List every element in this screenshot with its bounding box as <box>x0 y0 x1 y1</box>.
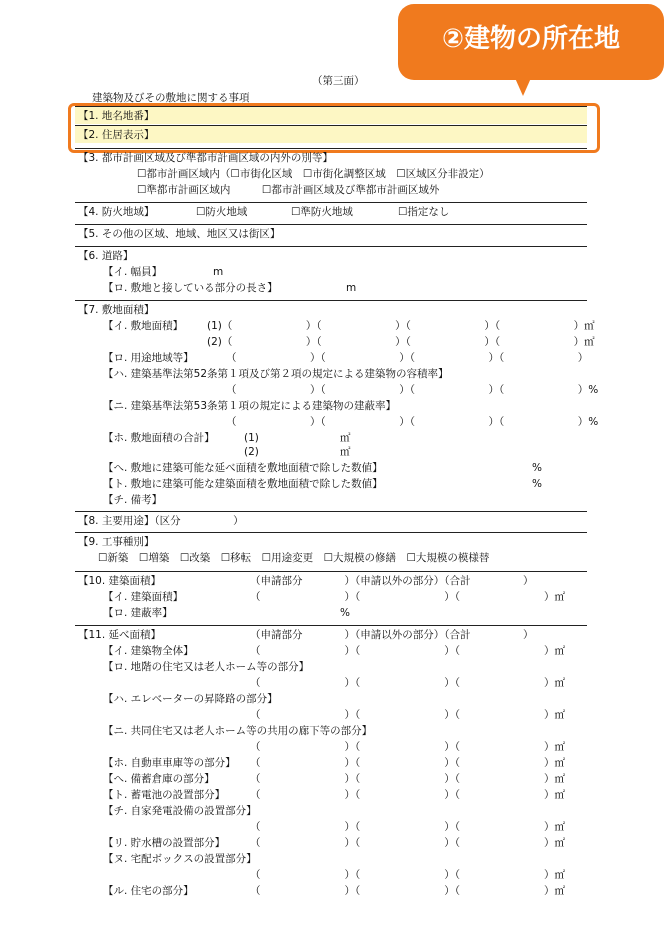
site-area-label: 【イ. 敷地面積】 <box>103 320 184 332</box>
section-site-area: 【7. 敷地面積】 <box>78 304 155 316</box>
divider <box>75 246 587 247</box>
elevator-shaft-label: 【ハ. エレベーターの昇降路の部分】 <box>103 693 278 705</box>
section-main-use: 【8. 主要用途】（区分 ） <box>78 515 244 527</box>
section-fire-zone: 【4. 防火地域】 <box>78 206 155 218</box>
section-road: 【6. 道路】 <box>78 250 134 262</box>
divider <box>75 625 587 626</box>
allowable-building-ratio-unit: % <box>532 478 542 490</box>
road-width-label: 【イ. 幅員】 <box>103 266 163 278</box>
generator-row[interactable]: （ ）（ ）（ ）㎡ <box>250 821 565 833</box>
battery-label: 【ト. 蓄電池の設置部分】 <box>103 789 226 801</box>
water-tank-label: 【リ. 貯水槽の設置部分】 <box>103 837 226 849</box>
delivery-box-row[interactable]: （ ）（ ）（ ）㎡ <box>250 869 565 881</box>
road-width-unit: m <box>213 266 224 278</box>
highlight-frame <box>68 103 600 153</box>
use-district-label: 【ロ. 用途地域等】 <box>103 352 194 364</box>
site-area-row-2[interactable]: (2)（ ）（ ）（ ）（ ）㎡ <box>207 336 595 348</box>
generator-label: 【チ. 自家発電設備の設置部分】 <box>103 805 257 817</box>
page-number: （第三面） <box>312 75 365 87</box>
section-other-zones: 【5. その他の区域、地域、地区又は街区】 <box>78 228 281 240</box>
fire-zone-option[interactable]: ☐防火地域 <box>196 206 248 218</box>
floor-area-ratio-label: 【ハ. 建築基準法第52条第１項及び第２項の規定による建築物の容積率】 <box>103 368 449 380</box>
storage-label: 【へ. 備蓄倉庫の部分】 <box>103 773 215 785</box>
field-address-lot[interactable]: 【1. 地名地番】 <box>78 110 155 122</box>
divider <box>75 511 587 512</box>
delivery-box-label: 【ヌ. 宅配ボックスの設置部分】 <box>103 853 257 865</box>
floor-area-columns: （申請部分 ）（申請以外の部分）（合計 ） <box>250 629 534 641</box>
site-area-total-2-index: (2) <box>244 446 259 458</box>
site-area-total-label: 【ホ. 敷地面積の合計】 <box>103 432 215 444</box>
callout-tail <box>515 78 531 96</box>
form-subtitle: 建築物及びその敷地に関する事項 <box>92 92 250 104</box>
site-area-total-2-unit: ㎡ <box>340 446 351 458</box>
divider <box>75 148 587 149</box>
common-corridor-row[interactable]: （ ）（ ）（ ）㎡ <box>250 741 565 753</box>
building-area-columns: （申請部分 ）（申請以外の部分）（合計 ） <box>250 575 534 587</box>
work-type-options[interactable]: ☐新築 ☐増築 ☐改築 ☐移転 ☐用途変更 ☐大規模の修繕 ☐大規模の模様替 <box>98 552 490 564</box>
section-building-area: 【10. 建築面積】 <box>78 575 162 587</box>
section-city-planning: 【3. 都市計画区域及び準都市計画区域の内外の別等】 <box>78 152 333 164</box>
garage-label: 【ホ. 自動車車庫等の部分】 <box>103 757 236 769</box>
road-contact-length-label: 【ロ. 敷地と接している部分の長さ】 <box>103 282 278 294</box>
callout-text: ②建物の所在地 <box>441 24 620 54</box>
site-area-total-1-index: (1) <box>244 432 259 444</box>
residential-part-row[interactable]: （ ）（ ）（ ）㎡ <box>250 885 565 897</box>
divider <box>75 224 587 225</box>
quasi-fire-zone-option[interactable]: ☐準防火地域 <box>291 206 353 218</box>
common-corridor-label: 【ニ. 共同住宅又は老人ホーム等の共用の廊下等の部分】 <box>103 725 373 737</box>
site-notes-label: 【チ. 備考】 <box>103 494 163 506</box>
site-area-row-1[interactable]: (1)（ ）（ ）（ ）（ ）㎡ <box>207 320 595 332</box>
use-district-row[interactable]: （ ）（ ）（ ）（ ） <box>226 352 589 364</box>
whole-building-label: 【イ. 建築物全体】 <box>103 645 194 657</box>
allowable-floor-ratio-unit: % <box>532 462 542 474</box>
basement-residential-row[interactable]: （ ）（ ）（ ）㎡ <box>250 677 565 689</box>
storage-row[interactable]: （ ）（ ）（ ）㎡ <box>250 773 565 785</box>
battery-row[interactable]: （ ）（ ）（ ）㎡ <box>250 789 565 801</box>
basement-residential-label: 【ロ. 地階の住宅又は老人ホーム等の部分】 <box>103 661 310 673</box>
divider <box>75 202 587 203</box>
allowable-floor-ratio-label: 【へ. 敷地に建築可能な延べ面積を敷地面積で除した数値】 <box>103 462 383 474</box>
road-contact-length-unit: m <box>346 282 357 294</box>
building-area-label: 【イ. 建築面積】 <box>103 591 184 603</box>
coverage-ratio-label: 【ニ. 建築基準法第53条第１項の規定による建築物の建蔽率】 <box>103 400 397 412</box>
city-planning-options-1[interactable]: ☐都市計画区域内（☐市街化区域 ☐市街化調整区域 ☐区域区分非設定） <box>137 168 490 180</box>
divider <box>75 571 587 572</box>
garage-row[interactable]: （ ）（ ）（ ）㎡ <box>250 757 565 769</box>
floor-area-ratio-row[interactable]: （ ）（ ）（ ）（ ）% <box>226 384 599 396</box>
allowable-building-ratio-label: 【ト. 敷地に建築可能な建築面積を敷地面積で除した数値】 <box>103 478 383 490</box>
elevator-shaft-row[interactable]: （ ）（ ）（ ）㎡ <box>250 709 565 721</box>
no-designation-option[interactable]: ☐指定なし <box>398 206 450 218</box>
building-area-row[interactable]: （ ）（ ）（ ）㎡ <box>250 591 565 603</box>
section-total-floor-area: 【11. 延べ面積】 <box>78 629 162 641</box>
city-planning-options-2[interactable]: ☐準都市計画区域内 ☐都市計画区域及び準都市計画区域外 <box>137 184 440 196</box>
residential-part-label: 【ル. 住宅の部分】 <box>103 885 194 897</box>
site-area-total-1-unit: ㎡ <box>340 432 351 444</box>
divider <box>75 300 587 301</box>
water-tank-row[interactable]: （ ）（ ）（ ）㎡ <box>250 837 565 849</box>
coverage-ratio-row[interactable]: （ ）（ ）（ ）（ ）% <box>226 416 599 428</box>
whole-building-row[interactable]: （ ）（ ）（ ）㎡ <box>250 645 565 657</box>
coverage-label: 【ロ. 建蔽率】 <box>103 607 173 619</box>
divider <box>75 532 587 533</box>
field-residence-display[interactable]: 【2. 住居表示】 <box>78 129 155 141</box>
section-work-type: 【9. 工事種別】 <box>78 536 155 548</box>
coverage-unit: % <box>340 607 350 619</box>
